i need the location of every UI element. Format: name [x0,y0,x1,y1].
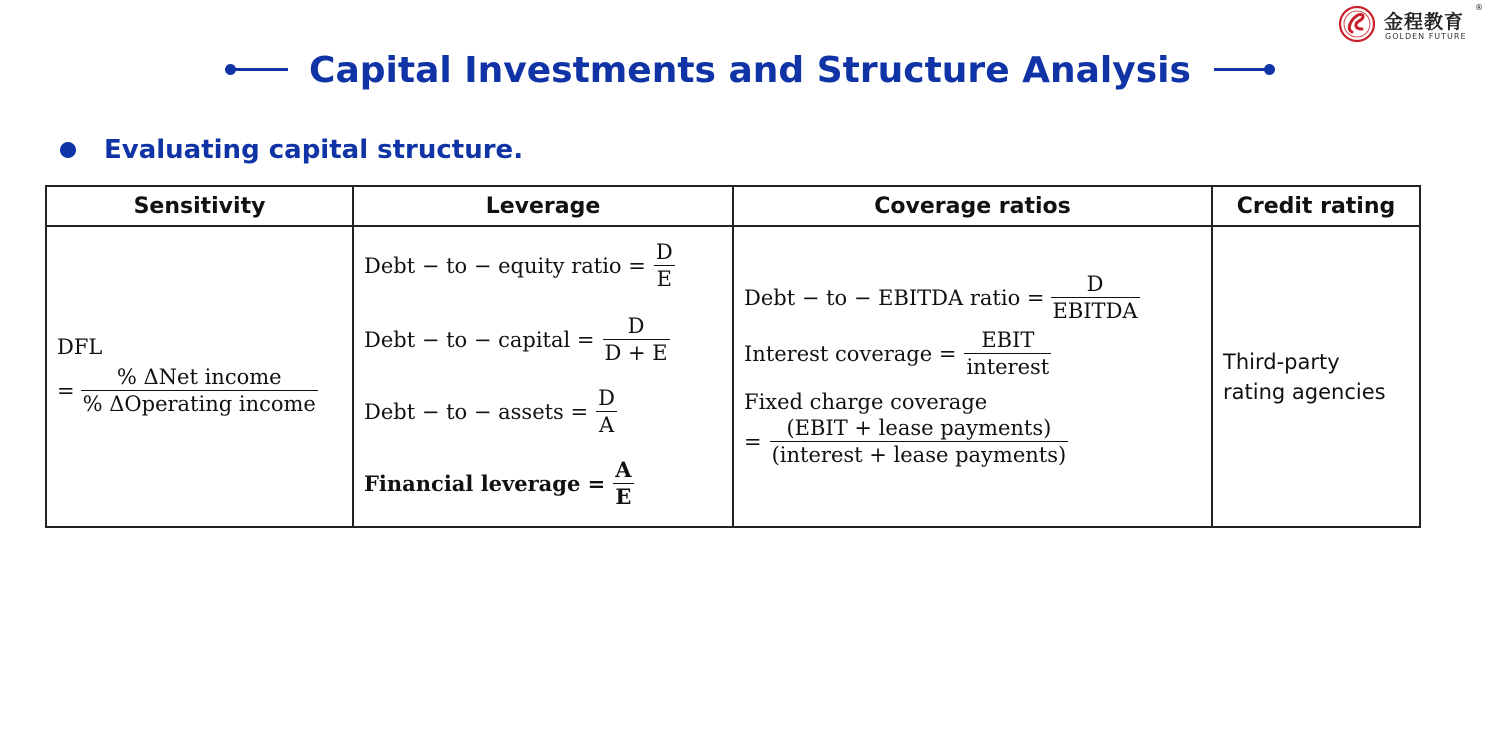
capital-structure-table [45,185,1421,528]
interest-coverage-fraction [964,327,1051,381]
dfl-formula [57,364,318,418]
debt-to-capital-label: Debt − to − capital = [364,327,595,352]
table-body-row [46,226,1420,527]
header-sensitivity: Sensitivity [46,186,353,226]
header-leverage: Leverage [353,186,733,226]
leverage-cell [353,226,733,527]
company-logo [1338,5,1488,43]
credit-rating-text [1213,347,1386,407]
debt-to-capital-fraction [603,313,670,367]
fixed-charge-formula [744,415,1068,469]
fixed-charge-fraction [770,415,1069,469]
debt-to-equity-fraction [654,239,675,293]
financial-leverage-numerator: A [613,457,633,484]
fixed-charge-numerator: (EBIT + lease payments) [770,415,1069,442]
header-coverage-ratios: Coverage ratios [733,186,1212,226]
fixed-charge-denominator: (interest + lease payments) [771,443,1067,468]
financial-leverage-denominator: E [615,484,632,510]
credit-rating-cell [1212,226,1420,527]
debt-to-assets-denominator: A [598,413,615,438]
debt-to-assets-numerator: D [596,385,617,412]
coverage-cell [733,226,1212,527]
logo-chinese-text: 金程教育 [1384,11,1465,33]
debt-to-ebitda-fraction [1051,271,1140,325]
dfl-denominator: % ΔOperating income [82,392,316,417]
dfl-numerator: % ΔNet income [81,364,318,391]
logo-registered-mark: ® [1475,3,1483,12]
dfl-label: DFL [57,335,103,359]
dfl-equals: = [57,378,75,403]
fixed-charge-equals: = [744,429,762,454]
financial-leverage-label: Financial leverage = [364,471,606,497]
debt-to-capital-formula [364,313,670,367]
interest-coverage-numerator: EBIT [964,327,1051,354]
header-credit-rating: Credit rating [1212,186,1420,226]
bullet-dot [60,142,76,158]
financial-leverage-formula [364,457,634,511]
debt-to-equity-numerator: D [654,239,675,266]
debt-to-assets-label: Debt − to − assets = [364,399,589,424]
debt-to-capital-denominator: D + E [604,341,668,366]
debt-to-equity-formula [364,239,675,293]
golden-future-logo-icon [1338,5,1376,43]
financial-leverage-fraction [613,457,633,511]
logo-english-text: GOLDEN FUTURE [1385,32,1467,41]
debt-to-equity-label: Debt − to − equity ratio = [364,253,646,278]
debt-to-ebitda-numerator: D [1051,271,1140,298]
section-subtitle: Evaluating capital structure. [104,135,524,165]
page-title: Capital Investments and Structure Analysis [309,50,1191,91]
debt-to-assets-formula [364,385,617,439]
fixed-charge-label: Fixed charge coverage [744,390,988,414]
table-header-row [46,186,1420,226]
debt-to-equity-denominator: E [656,267,672,292]
interest-coverage-label: Interest coverage = [744,341,957,366]
debt-to-capital-numerator: D [603,313,670,340]
sensitivity-cell [46,226,353,527]
interest-coverage-formula [744,327,1051,381]
debt-to-assets-fraction [596,385,617,439]
credit-rating-line-1: Third-party [1223,350,1340,374]
interest-coverage-denominator: interest [966,355,1050,380]
dfl-fraction [81,364,318,418]
debt-to-ebitda-label: Debt − to − EBITDA ratio = [744,285,1045,310]
title-bar [0,50,1500,100]
credit-rating-line-2: rating agencies [1223,380,1386,404]
debt-to-ebitda-denominator: EBITDA [1052,299,1138,324]
debt-to-ebitda-formula [744,271,1140,325]
